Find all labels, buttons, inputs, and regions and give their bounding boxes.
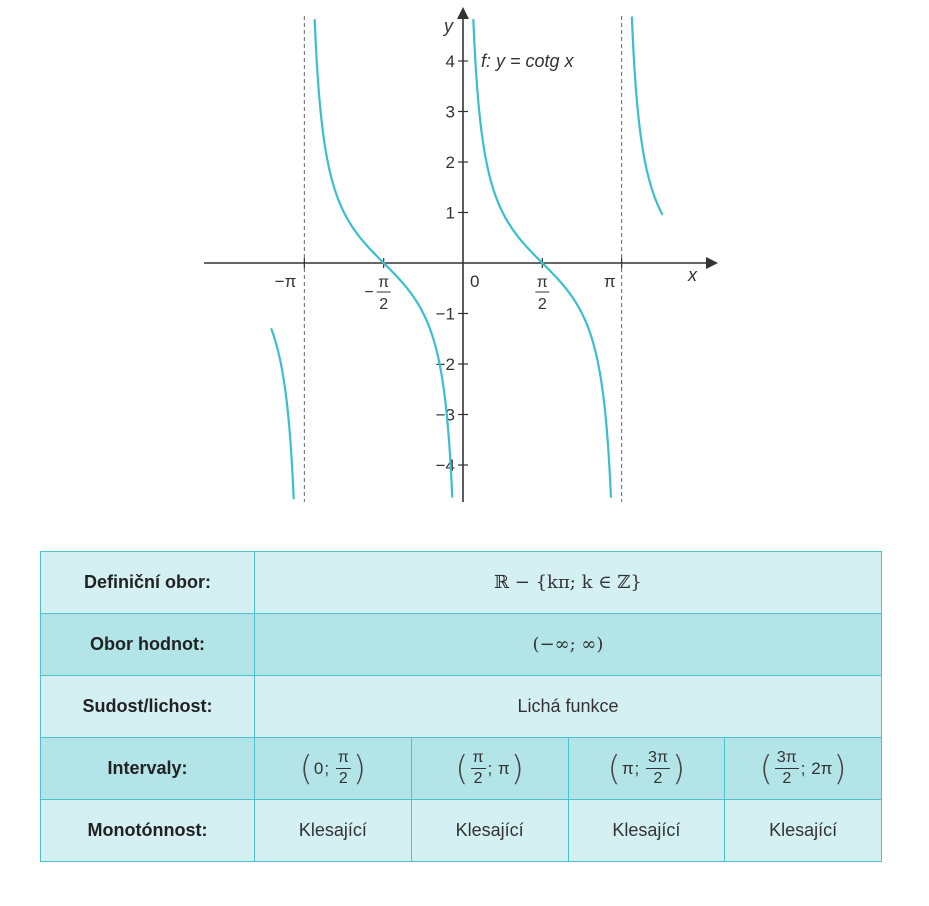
y-tick-label: −3 [435,405,455,425]
monotonnost-cell: Klesající [411,800,568,862]
row-label: Intervaly: [41,738,255,800]
row-label: Sudost/lichost: [41,676,255,738]
y-tick-label: 4 [445,52,455,71]
y-tick-label: −2 [435,355,455,374]
y-axis-label: y [444,16,453,36]
table-row-monotonnost [41,800,882,862]
x-axis-label: x [688,265,697,285]
interval-cell: ( $\frac{\pi}{2}$ ; π ) [411,738,568,800]
x-tick-label-den: 2 [537,296,547,313]
row-label: Monotónnost: [41,800,255,862]
table-row-sudost [41,676,882,738]
interval-cell: ( 0 ; $\frac{\pi}{2}$ ) [255,738,412,800]
table-row-intervaly [41,738,882,800]
x-axis-arrow [706,257,718,269]
x-tick-label: π [603,272,616,291]
y-tick-label: 2 [445,153,455,172]
monotonnost-cell: Klesající [725,800,882,862]
interval-cell: ( $\frac{3\pi}{2}$ ; 2π ) [725,738,882,800]
cotangent-branch [271,328,294,499]
row-label: Obor hodnot: [41,614,255,676]
x-tick-label-num: π [536,274,548,291]
x-tick-label-sign: − [364,284,374,301]
y-axis-arrow [457,7,469,19]
row-label: Definiční obor: [41,552,255,614]
x-tick-label: −π [274,272,297,291]
table-row-obor-hodnot [41,614,882,676]
function-label: f: y = cotg x [481,51,574,71]
row-value: (−∞; ∞) [255,614,882,676]
table-row-definicni-obor [41,552,882,614]
x-tick-label-den: 2 [379,296,389,313]
monotonnost-cell: Klesající [255,800,412,862]
origin-label: 0 [470,272,480,291]
interval-cell: ( π ; $\frac{3\pi}{2}$ ) [568,738,725,800]
monotonnost-cell: Klesající [568,800,725,862]
row-value: Lichá funkce [255,676,882,738]
curve-layer [271,17,662,500]
row-value: ℝ − {kπ; k ∈ ℤ} [255,552,882,614]
properties-table [40,551,882,862]
cotangent-branch [632,17,663,215]
y-tick-label: −4 [435,456,455,475]
axes-layer [204,7,718,502]
x-tick-label-num: π [378,274,390,291]
y-tick-label: −1 [435,304,455,324]
y-tick-label: 3 [445,102,455,122]
y-tick-label: 1 [445,203,455,223]
